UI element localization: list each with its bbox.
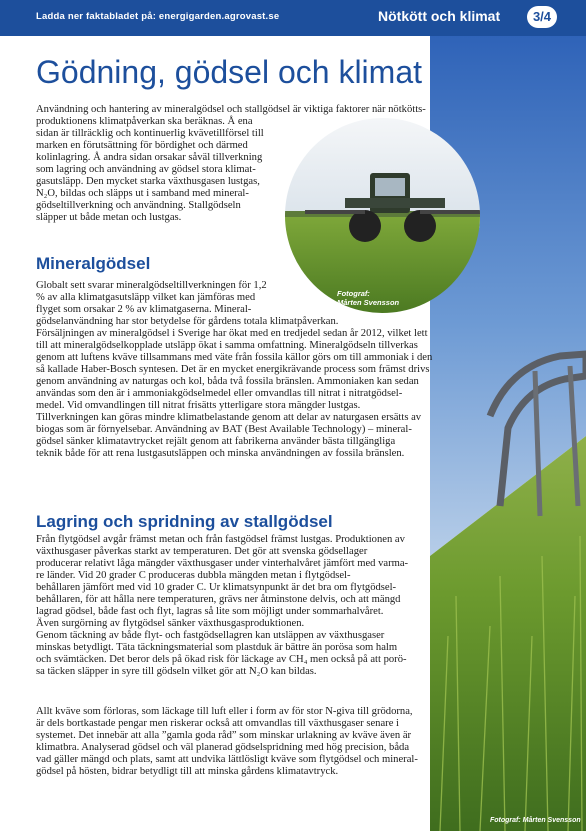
body-line: genom att luftens kväve tillsammans med väte från fossila källor görs om till ammoniak i den <box>36 352 433 363</box>
body-line: Allt kväve som förloras, som läckage till luft eller i form av för stor N-giva till grödorna, <box>36 706 413 717</box>
body-line: till att mineralgödselkopplade utsläpp ökat i samma omfattning. Mineralgödseln tillverkas <box>36 340 418 351</box>
body-line: användas som den är i ammoniakgödselmedel eller omvandlas till nitrat i nitratgödsel- <box>36 388 403 399</box>
body-line: sa täcken släpper in syre till gödseln vilket gör att N₂O kan bildas. <box>36 666 317 677</box>
field-photo-credit: Fotograf: Mårten Svensson <box>490 817 581 824</box>
body-line: klimatbra. Analyserad gödsel och väl planerad gödselspridning med hög precision, båda <box>36 742 410 753</box>
body-line: biogas som är förnyelsebar. Användning av BAT (Best Available Technology) – mineral- <box>36 424 412 435</box>
body-line: producerar relativt låga mängder växthusgaser under vinterhalvåret jämfört med varma- <box>36 558 409 569</box>
body-line: re länder. Vid 20 grader C produceras dubbla mängden metan i flytgödsel- <box>36 570 351 581</box>
body-line: behållaren, för att hålla nere temperaturen, grävs ner åtminstone delvis, och att mängd <box>36 594 401 605</box>
page-number-badge: 3/4 <box>527 6 557 28</box>
body-line: vad gäller mängd och plats, samt att undvika lättlösligt kväve som flytgödsel och mineral- <box>36 754 418 765</box>
body-line: gödsel sänker klimatavtrycket rejält genom att fabrikerna använder bästa tillgängliga <box>36 436 396 447</box>
intro-line: kolinlagring. Å andra sidan orsakar såväl tillverkning <box>36 152 263 163</box>
intro-line: sidan är tillräcklig och kontinuerlig kvävetillförsel till <box>36 128 264 139</box>
body-line: % av alla klimatgasutsläpp vilket kan jämföras med <box>36 292 256 303</box>
body-line: Försäljningen av mineralgödsel i Sverige har ökat med en tredjedel sedan år 2012, vilket lett <box>36 328 428 339</box>
intro-line: släpper ut både metan och lustgas. <box>36 212 182 223</box>
section-heading-mineralgodsel: Mineralgödsel <box>36 254 151 273</box>
header-bar <box>0 0 586 36</box>
body-line: genom användning av naturgas och kol, båda två fossila bränslen. Ammoniaken kan sedan <box>36 376 419 387</box>
tractor-photo-credit <box>337 289 399 307</box>
body-line: Från flytgödsel avgår främst metan och från fastgödsel främst lustgas. Produktionen av <box>36 534 405 545</box>
body-line: Globalt sett svarar mineralgödseltillverkningen för 1,2 <box>36 280 267 291</box>
download-link[interactable]: Ladda ner faktabladet på: energigarden.agrovast.se <box>36 11 280 22</box>
intro-line: marken en förutsättning för bördighet och därmed <box>36 140 248 151</box>
body-line: systemet. Det innebär att alla ”gamla goda råd” som minskar urlakning av kväve även är <box>36 730 412 741</box>
intro-line: som lagring och användning av gödsel stora klimat- <box>36 164 256 175</box>
section-heading-lagring: Lagring och spridning av stallgödsel <box>36 512 333 531</box>
body-line: växthusgaser påverkas starkt av temperaturen. Det gör att svenska gödsellager <box>36 546 368 557</box>
body-line: teknik både för att rena lustgasutsläppen och minska användningen av fossila bränslen. <box>36 448 405 459</box>
body-line: behållaren jämfört med vid 10 grader C. Ur klimatsynpunkt är det bra om flytgödsel- <box>36 582 397 593</box>
credit-line-1: Fotograf: <box>337 289 370 298</box>
body-line: och svämtäcken. Det beror dels på ökad risk för läckage av CH₄ men också på att porö- <box>36 654 407 665</box>
body-line: gödsel på hösten, bidrar betydligt till att minska gårdens klimatavtryck. <box>36 766 339 777</box>
intro-line: Användning och hantering av mineralgödsel och stallgödsel är viktiga faktorer när nötkötts- <box>36 104 426 115</box>
intro-line: produktionens klimatpåverkan ska beräknas. Å ena <box>36 116 253 127</box>
credit-line-2: Mårten Svensson <box>337 298 400 307</box>
body-line: så kallade Haber-Bosch syntesen. Det är en mycket energikrävande process som främst drivs <box>36 364 430 375</box>
body-line: minskas betydligt. Täta täckningsmaterial som plastduk är bättre än porösa som halm <box>36 642 398 653</box>
body-line: Även surgörning av flytgödsel sänker växthusgasproduktionen. <box>36 618 305 629</box>
body-line: Tillverkningen kan göras mindre klimatbelastande genom att delar av naturgasen ersätts av <box>36 412 422 423</box>
intro-line: gasutsläpp. Den mycket starka växthusgasen lustgas, <box>36 176 260 187</box>
page-title: Gödning, gödsel och klimat <box>36 54 422 90</box>
body-line: Genom täckning av både flyt- och fastgödsellagren kan utsläppen av växthusgaser <box>36 630 385 641</box>
header-title: Nötkött och klimat <box>378 8 501 24</box>
body-line: lagrad gödsel, både fast och flyt, lagras så lite som möjligt under sommarhalvåret. <box>36 606 384 617</box>
body-line: är dels bortkastade pengar men riskerar också att omvandlas till växthusgaser senare i <box>36 718 400 729</box>
body-line: flyget som orsakar 2 % av klimatgaserna. Mineral- <box>36 304 252 315</box>
tractor-photo <box>285 118 480 313</box>
body-line: gödselanvändning har stor betydelse för gårdens totala klimatpåverkan. <box>36 316 339 327</box>
intro-line: N₂O, bildas och släpps ut i samband med mineral- <box>36 188 249 199</box>
intro-line: gödseltillverkning och användning. Stallgödseln <box>36 200 241 211</box>
body-line: medel. Vid omvandlingen till nitrat frisätts ytterligare stora mängder lustgas. <box>36 400 361 411</box>
